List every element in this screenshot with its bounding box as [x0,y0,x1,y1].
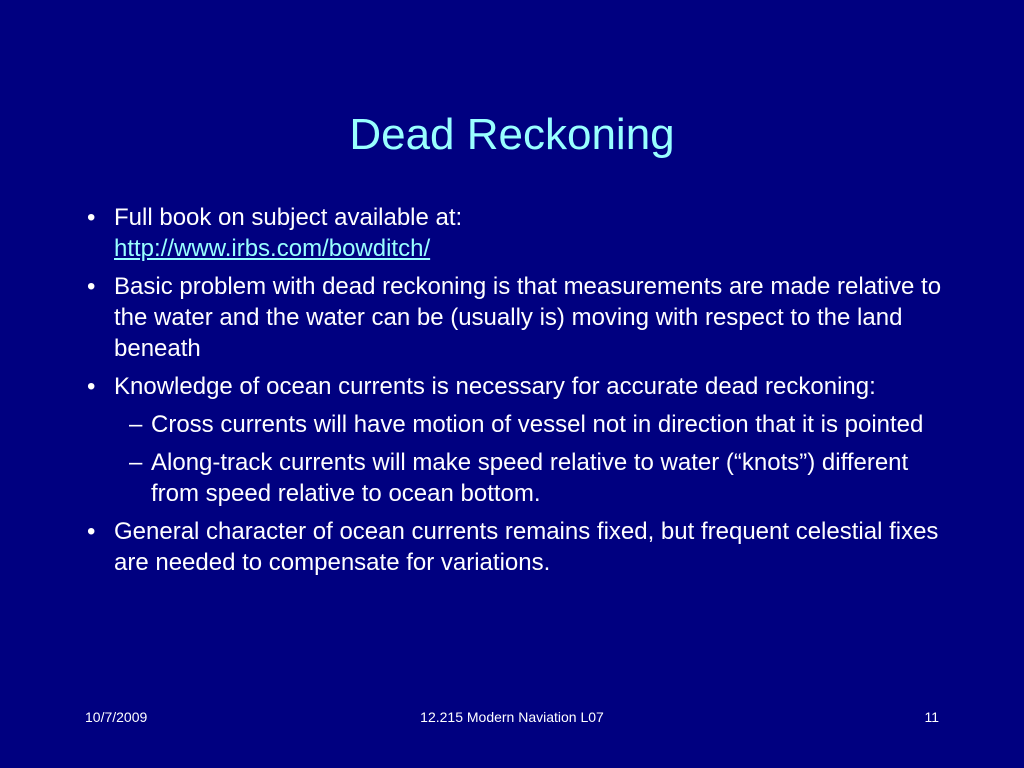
slide-title: Dead Reckoning [349,110,675,159]
sub-bullet-list [84,409,944,509]
bowditch-link[interactable]: http://www.irbs.com/bowditch/ [114,235,431,262]
footer-course-title: 12.215 Modern Naviation L07 [420,709,604,725]
sub-bullet-text: Along-track currents will make speed relative to water (“knots”) different from speed relative to ocean bottom. [151,449,909,507]
sub-bullet-text: Cross currents will have motion of vessel not in direction that it is pointed [151,411,924,438]
footer-date: 10/7/2009 [85,709,148,725]
bullet-marker: • [87,373,96,400]
bullet-text: Full book on subject available at: [114,204,463,231]
bullet-text: Knowledge of ocean currents is necessary for accurate dead reckoning: [114,373,876,400]
bullet-item [84,516,944,578]
slide-body [84,202,944,585]
sub-bullet-marker: – [129,411,143,438]
bullet-marker: • [87,273,96,300]
bullet-item [84,371,944,402]
bullet-marker: • [87,518,96,545]
bullet-text: Basic problem with dead reckoning is that measurements are made relative to the water and the water can be (usually is) moving with respect to the land beneath [114,273,942,362]
sub-bullet-item [84,409,944,440]
bullet-item [84,202,944,264]
bullet-text: General character of ocean currents remains fixed, but frequent celestial fixes are needed to compensate for variations. [114,518,939,576]
bullet-marker: • [87,204,96,231]
bullet-item [84,271,944,364]
footer-page-number: 11 [924,709,939,725]
sub-bullet-marker: – [129,449,143,476]
sub-bullet-item [84,447,944,509]
